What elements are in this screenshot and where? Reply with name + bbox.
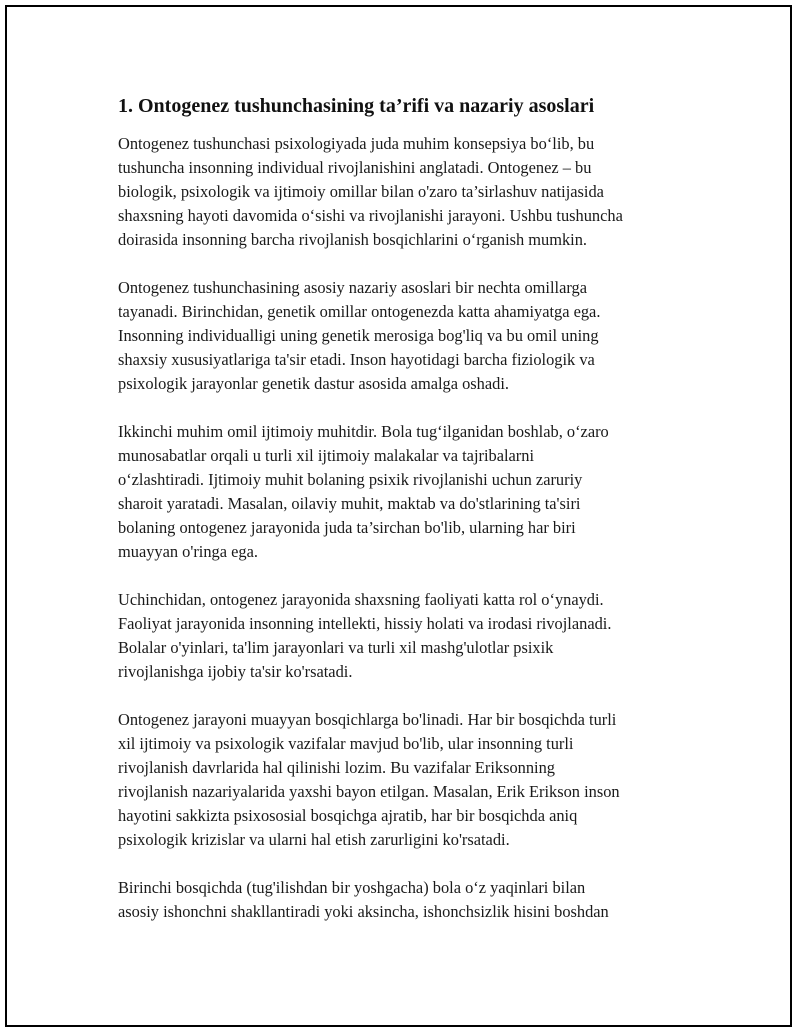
text-line: psixologik krizislar va ularni hal etish zarurligini ko'rsatadi.: [118, 830, 510, 849]
text-line: bolaning ontogenez jarayonida juda ta’sirchan bo'lib, ularning har biri: [118, 518, 576, 537]
paragraph-activity-role: [118, 588, 698, 684]
text-line: munosabatlar orqali u turli xil ijtimoiy malakalar va tajribalarni: [118, 446, 535, 465]
text-line: xil ijtimoiy va psixologik vazifalar mavjud bo'lib, ular insonning turli: [118, 734, 574, 753]
section-heading: 1. Ontogenez tushunchasining ta’rifi va nazariy asoslari: [118, 95, 595, 117]
text-line: Uchinchidan, ontogenez jarayonida shaxsning faoliyati katta rol o‘ynaydi.: [118, 590, 604, 609]
text-line: Bolalar o'yinlari, ta'lim jarayonlari va turli xil mashg'ulotlar psixik: [118, 638, 554, 657]
text-line: Insonning individualligi uning genetik merosiga bog'liq va bu omil uning: [118, 326, 599, 345]
text-line: shaxsiy xususiyatlariga ta'sir etadi. Inson hayotidagi barcha fiziologik va: [118, 350, 595, 369]
text-line: biologik, psixologik va ijtimoiy omillar bilan o'zaro ta’sirlashuv natijasida: [118, 182, 604, 201]
text-line: rivojlanishga ijobiy ta'sir ko'rsatadi.: [118, 662, 353, 681]
text-line: shaxsning hayoti davomida o‘sishi va rivojlanishi jarayoni. Ushbu tushuncha: [118, 206, 623, 225]
text-line: o‘zlashtiradi. Ijtimoiy muhit bolaning psixik rivojlanishi uchun zaruriy: [118, 470, 583, 489]
text-line: asosiy ishonchni shakllantiradi yoki aksincha, ishonchsizlik hisini boshdan: [118, 902, 609, 921]
text-line: psixologik jarayonlar genetik dastur asosida amalga oshadi.: [118, 374, 509, 393]
document-body: [118, 92, 698, 948]
text-line: Ontogenez jarayoni muayyan bosqichlarga bo'linadi. Har bir bosqichda turli: [118, 710, 617, 729]
text-line: tayanadi. Birinchidan, genetik omillar ontogenezda katta ahamiyatga ega.: [118, 302, 601, 321]
text-line: hayotini sakkizta psixososial bosqichga ajratib, har bir bosqichda aniq: [118, 806, 578, 825]
paragraph-social-environment: [118, 420, 698, 564]
text-line: Ontogenez tushunchasining asosiy nazariy asoslari bir nechta omillarga: [118, 278, 587, 297]
paragraph-development-stages: [118, 708, 698, 852]
text-line: Faoliyat jarayonida insonning intellekti, hissiy holati va irodasi rivojlanadi.: [118, 614, 612, 633]
text-line: Ontogenez tushunchasi psixologiyada juda muhim konsepsiya bo‘lib, bu: [118, 134, 595, 153]
text-line: Birinchi bosqichda (tug'ilishdan bir yoshgacha) bola o‘z yaqinlari bilan: [118, 878, 586, 897]
text-line: rivojlanish davrlarida hal qilinishi lozim. Bu vazifalar Eriksonning: [118, 758, 555, 777]
text-line: rivojlanish nazariyalarida yaxshi bayon etilgan. Masalan, Erik Erikson inson: [118, 782, 620, 801]
paragraph-genetic-factors: [118, 276, 698, 396]
text-line: tushuncha insonning individual rivojlanishini anglatadi. Ontogenez – bu: [118, 158, 592, 177]
text-line: muayyan o'ringa ega.: [118, 542, 258, 561]
paragraph-first-stage: [118, 876, 698, 924]
text-line: sharoit yaratadi. Masalan, oilaviy muhit, maktab va do'stlarining ta'siri: [118, 494, 581, 513]
text-line: doirasida insonning barcha rivojlanish bosqichlarini o‘rganish mumkin.: [118, 230, 588, 249]
text-line: Ikkinchi muhim omil ijtimoiy muhitdir. Bola tug‘ilganidan boshlab, o‘zaro: [118, 422, 609, 441]
paragraph-ontogenez-definition: [118, 132, 698, 252]
